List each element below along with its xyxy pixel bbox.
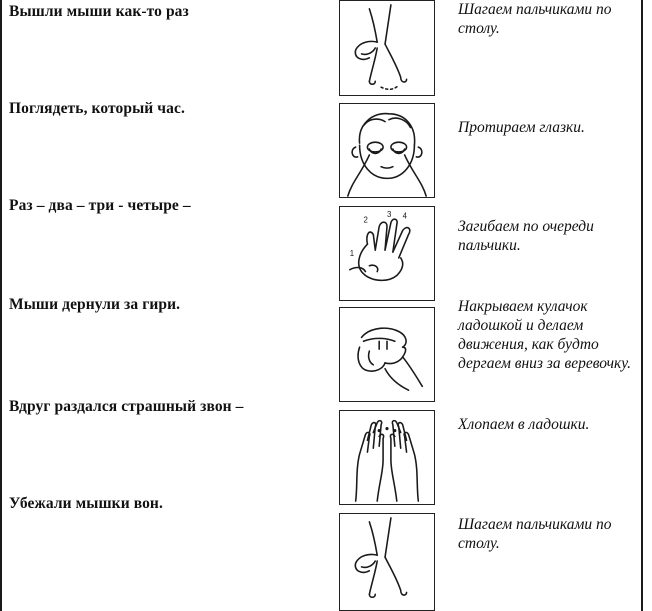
finger-number-1: 1 (349, 248, 355, 258)
action-text-1: Шагаем пальчиками по столу. (458, 1, 612, 37)
action-text-3: Загибаем по очереди пальчики. (458, 218, 594, 254)
lyric-line-3: Раз – два – три - четыре – (9, 197, 191, 214)
walking-fingers-icon (339, 513, 435, 611)
lyric-line-5: Вдруг раздался страшный звон – (9, 398, 244, 415)
lyric-line-2: Поглядеть, который час. (9, 100, 185, 117)
rubbing-eyes-icon (339, 103, 435, 198)
action-text-2: Протираем глазки. (458, 119, 585, 136)
walking-fingers-icon (339, 0, 435, 96)
table-border-left (0, 0, 2, 611)
lyric-line-6: Убежали мышки вон. (9, 495, 163, 512)
lyric-line-4: Мыши дернули за гири. (9, 296, 181, 313)
table-border-right (641, 0, 643, 611)
counting-fingers-icon (339, 206, 435, 301)
lyric-line-1: Вышли мыши как-то раз (9, 3, 189, 20)
finger-number-2: 2 (363, 215, 368, 225)
finger-number-3: 3 (387, 209, 392, 219)
clapping-hands-icon (339, 410, 435, 505)
finger-number-4: 4 (402, 211, 408, 221)
action-text-6: Шагаем пальчиками по столу. (458, 516, 612, 552)
covered-fist-icon (339, 307, 435, 402)
action-text-5: Хлопаем в ладошки. (458, 416, 590, 433)
action-text-4: Накрываем кулачок ладошкой и делаем движения, как будто дергаем вниз за веревочку. (458, 298, 632, 372)
